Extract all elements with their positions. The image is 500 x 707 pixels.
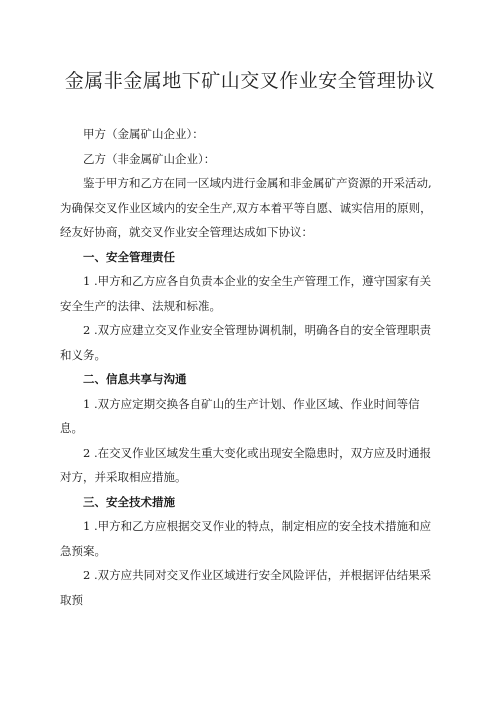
section-heading: 三、安全技术措施 xyxy=(83,494,175,509)
section-heading: 二、信息共享与沟通 xyxy=(83,372,187,386)
clause-paragraph: 2 .在交叉作业区域发生重大变化或出现安全隐患时，双方应及时通报对方，并采取相应措施。 xyxy=(60,445,432,484)
section-heading: 一、安全管理责任 xyxy=(83,249,175,264)
clause-paragraph: 2 .双方应共同对交叉作业区域进行安全风险评估，并根据评估结果采取预 xyxy=(60,568,432,607)
clause-paragraph: 2 .双方应建立交叉作业安全管理协调机制，明确各自的安全管理职责和义务。 xyxy=(60,323,432,362)
preamble-paragraph: 鉴于甲方和乙方在同一区域内进行金属和非金属矿产资源的开采活动,为确保交叉作业区域内的安全生产,双方本着平等自愿、诚实信用的原则，经友好协商，就交叉作业安全管理达成如下协议： xyxy=(60,176,432,239)
document-title: 金属非金属地下矿山交叉作业安全管理协议 xyxy=(64,70,436,92)
party-b-line: 乙方（非金属矿山企业）： xyxy=(83,151,216,166)
clause-paragraph: 1 .甲方和乙方应根据交叉作业的特点，制定相应的安全技术措施和应急预案。 xyxy=(60,519,432,558)
document-body xyxy=(60,122,440,612)
clause-paragraph: 1 .双方应定期交换各自矿山的生产计划、作业区域、作业时间等信息。 xyxy=(60,396,420,435)
party-a-line: 甲方（金属矿山企业）： xyxy=(83,127,204,141)
clause-paragraph: 1 .甲方和乙方应各自负责本企业的安全生产管理工作，遵守国家有关安全生产的法律、法规和标准。 xyxy=(60,274,432,313)
